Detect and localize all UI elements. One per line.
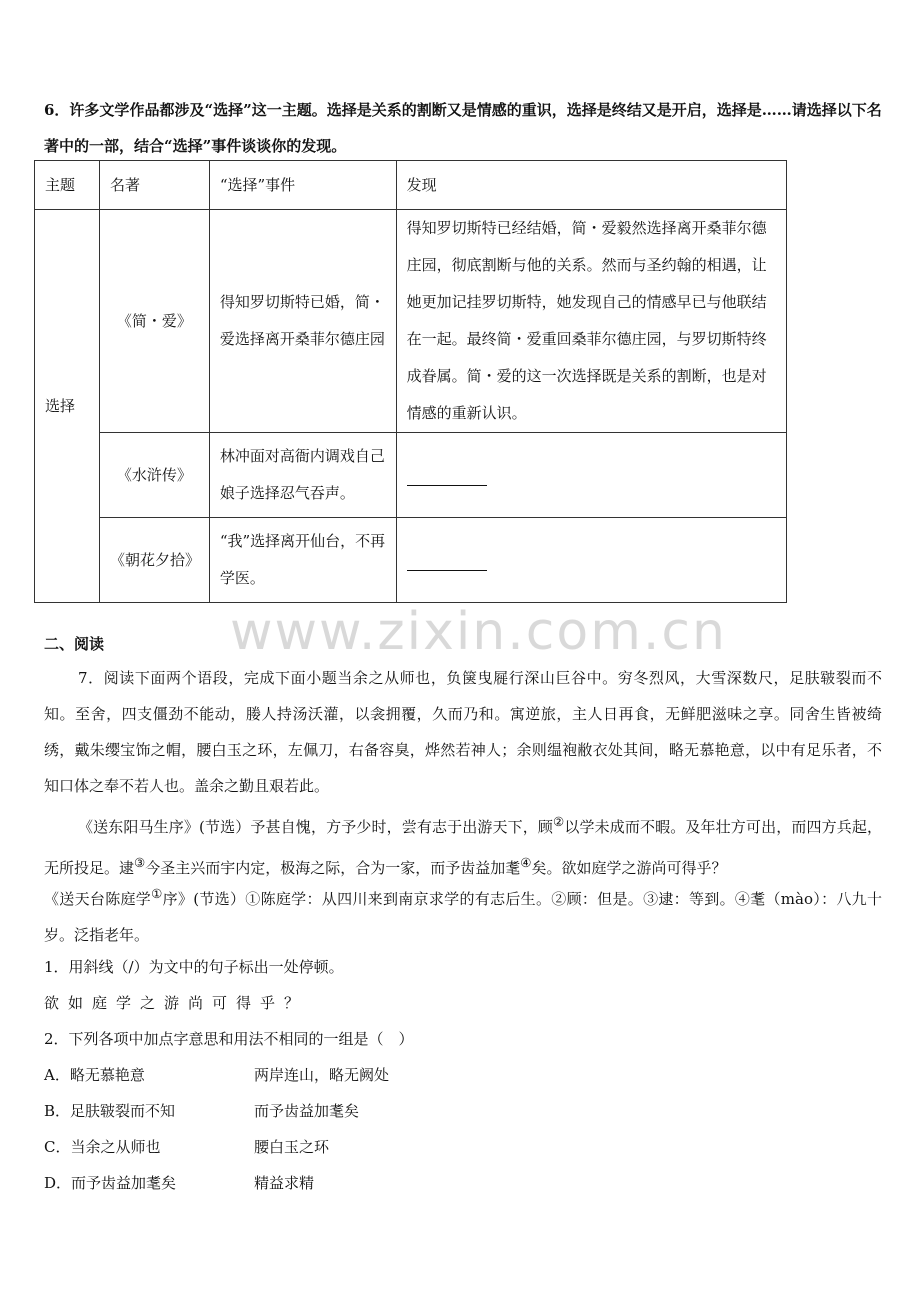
option-c[interactable] [44, 1136, 644, 1157]
question-1: 1．用斜线（/）为文中的句子标出一处停顿。 [44, 958, 344, 976]
option-pair-text: 腰白玉之环 [254, 1138, 330, 1156]
event-cell: 得知罗切斯特已婚，简・爱选择离开桑菲尔德庄园 [209, 210, 396, 433]
option-pair-text: 两岸连山，略无阙处 [254, 1066, 390, 1084]
option-label: A．略无慕艳意 [44, 1066, 145, 1084]
option-b[interactable] [44, 1100, 644, 1121]
option-label: C．当余之从师也 [44, 1138, 161, 1156]
table-row [35, 210, 787, 433]
finding-cell: 得知罗切斯特已经结婚，简・爱毅然选择离开桑菲尔德庄园，彻底割断与他的关系。然而与圣约翰的相遇，让她更加记挂罗切斯特，她发现自己的情感早已与他联结在一起。最终简・爱重回桑菲尔德庄园，与罗切斯特终成眷属。简・爱的这一次选择既是关系的割断，也是对情感的重新认识。 [396, 210, 786, 433]
question-1-sentence[interactable]: 欲如庭学之游尚可得乎？ [44, 994, 309, 1012]
event-cell: 林冲面对高衙内调戏自己娘子选择忍气吞声。 [209, 433, 396, 518]
passage-text: 今圣主兴而宇内定，极海之际，合为一家，而予齿益加耄 [145, 859, 521, 877]
passage-text: 矣。欲如庭学之游尚可得乎？ [531, 859, 727, 877]
event-cell: “我”选择离开仙台，不再学医。 [209, 518, 396, 603]
footnote-text: 序》(节选）①陈庭学：从四川来到南京求学的有志后生。②顾：但是。③逮：等到。④耄（mào）：八九十岁。泛指老年。 [44, 890, 882, 944]
book-cell: 《水浒传》 [99, 433, 209, 518]
table-row [35, 433, 787, 518]
footnote-marker: ③ [134, 855, 146, 870]
theme-cell: 选择 [35, 210, 100, 603]
footnote-marker: ① [151, 886, 163, 901]
finding-answer-blank[interactable] [396, 433, 786, 518]
option-pair-text: 精益求精 [254, 1174, 315, 1192]
passage-paragraph-2 [44, 804, 882, 886]
option-d[interactable] [44, 1172, 644, 1193]
book-cell: 《朝花夕拾》 [99, 518, 209, 603]
passage-text: 《送天台陈庭学 [44, 890, 152, 908]
passage-text: 以学未成而不暇。及年壮方可出，而四方兵起，无所投足。逮 [44, 818, 882, 877]
blank-line[interactable] [407, 465, 487, 486]
header-event: “选择”事件 [209, 161, 396, 210]
header-finding: 发现 [396, 161, 786, 210]
section-heading: 二、阅读 [44, 635, 105, 653]
blank-line[interactable] [407, 550, 487, 571]
passage-notes [44, 876, 882, 953]
header-book: 名著 [99, 161, 209, 210]
footnote-marker: ② [553, 814, 565, 829]
passage-paragraph-1: 7．阅读下面两个语段，完成下面小题当余之从师也，负箧曳屣行深山巨谷中。穷冬烈风，大雪深数尺，足肤皲裂而不知。至舍，四支僵劲不能动，媵人持汤沃灌，以衾拥覆，久而乃和。寓逆旅，主人日再食，无鲜肥滋味之享。同舍生皆被绮绣，戴朱缨宝饰之帽，腰白玉之环，左佩刀，右备容臭，烨然若神人；余则缊袍敝衣处其间，略无慕艳意，以中有足乐者，不知口体之奉不若人也。盖余之勤且艰若此。 [44, 669, 882, 795]
finding-answer-blank[interactable] [396, 518, 786, 603]
table-header-row [35, 161, 787, 210]
option-label: B．足肤皲裂而不知 [44, 1102, 176, 1120]
table-row [35, 518, 787, 603]
watermark: www.zixin.com.cn [230, 602, 727, 662]
option-a[interactable] [44, 1064, 644, 1085]
passage-text: 《送东阳马生序》(节选）予甚自愧，方予少时，尝有志于出游天下，顾 [78, 818, 554, 836]
book-cell: 《简・爱》 [99, 210, 209, 433]
option-label: D．而予齿益加耄矣 [44, 1174, 177, 1192]
question-2: 2．下列各项中加点字意思和用法不相同的一组是（ ） [44, 1030, 414, 1048]
option-pair-text: 而予齿益加耄矣 [254, 1102, 360, 1120]
footnote-marker: ④ [520, 855, 532, 870]
answer-table [34, 160, 787, 603]
header-theme: 主题 [35, 161, 100, 210]
question-6: 6．许多文学作品都涉及“选择”这一主题。选择是关系的割断又是情感的重识，选择是终结又是开启，选择是……请选择以下名著中的一部，结合“选择”事件谈谈你的发现。 [44, 101, 882, 155]
